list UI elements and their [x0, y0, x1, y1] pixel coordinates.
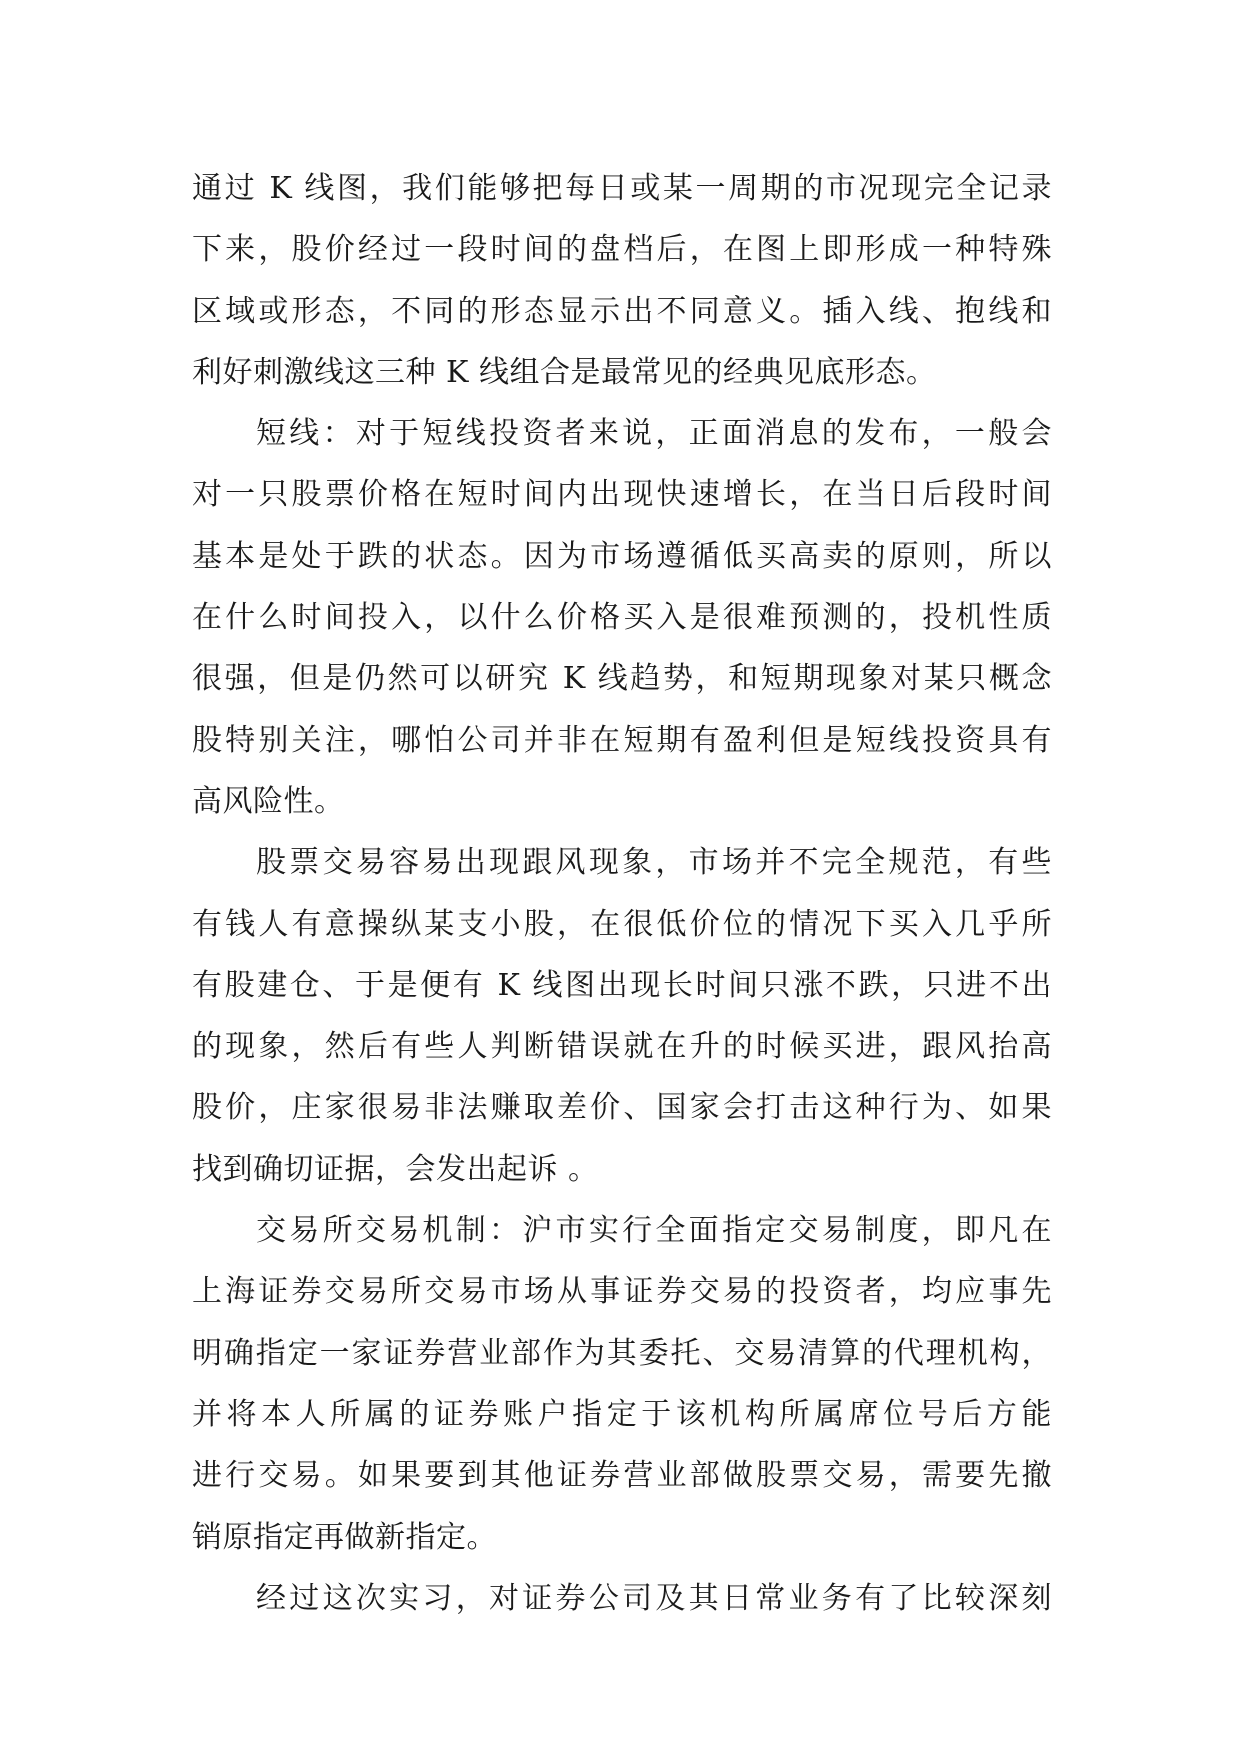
- paragraph-k-line: [192, 158, 1052, 403]
- paragraph-exchange-mechanism: [192, 1200, 1052, 1568]
- text-line: 的现象，然后有些人判断错误就在升的时候买进，跟风抬高: [192, 1029, 1052, 1065]
- paragraph-follow-trend: [192, 832, 1052, 1200]
- document-page: [192, 158, 1052, 1629]
- text-line: 基本是处于跌的状态。因为市场遵循低买高卖的原则，所以: [192, 538, 1052, 574]
- text-line: 上海证券交易所交易市场从事证券交易的投资者，均应事先: [192, 1274, 1052, 1310]
- text-line: 经过这次实习，对证券公司及其日常业务有了比较深刻: [256, 1580, 1052, 1616]
- paragraph-short-term: [192, 403, 1052, 832]
- text-line: 有股建仓、于是便有 K 线图出现长时间只涨不跌，只进不出: [192, 967, 1052, 1003]
- text-line: 下来，股价经过一段时间的盘档后，在图上即形成一种特殊: [192, 232, 1052, 268]
- text-line: 高风险性。: [192, 783, 345, 819]
- text-line: 股价，庄家很易非法赚取差价、国家会打击这种行为、如果: [192, 1090, 1052, 1126]
- text-line: 交易所交易机制：沪市实行全面指定交易制度，即凡在: [256, 1213, 1052, 1249]
- text-line: 股票交易容易出现跟风现象，市场并不完全规范，有些: [256, 845, 1052, 881]
- text-line: 有钱人有意操纵某支小股，在很低价位的情况下买入几乎所: [192, 906, 1052, 942]
- text-line: 在什么时间投入，以什么价格买入是很难预测的，投机性质: [192, 600, 1052, 636]
- text-line: 股特别关注，哪怕公司并非在短期有盈利但是短线投资具有: [192, 722, 1052, 758]
- paragraph-internship-summary: [192, 1568, 1052, 1629]
- text-line: 利好刺激线这三种 K 线组合是最常见的经典见底形态。: [192, 354, 937, 390]
- text-line: 销原指定再做新指定。: [192, 1519, 497, 1555]
- text-line: 通过 K 线图，我们能够把每日或某一周期的市况现完全记录: [192, 171, 1052, 206]
- text-line: 区域或形态，不同的形态显示出不同意义。插入线、抱线和: [192, 293, 1052, 329]
- text-line: 明确指定一家证券营业部作为其委托、交易清算的代理机构，: [192, 1335, 1052, 1371]
- text-line: 短线：对于短线投资者来说，正面消息的发布，一般会: [256, 416, 1052, 452]
- text-line: 进行交易。如果要到其他证券营业部做股票交易，需要先撤: [192, 1458, 1052, 1494]
- text-line: 对一只股票价格在短时间内出现快速增长，在当日后段时间: [192, 477, 1052, 513]
- text-line: 很强，但是仍然可以研究 K 线趋势，和短期现象对某只概念: [192, 661, 1052, 697]
- text-line: 找到确切证据，会发出起诉 。: [192, 1151, 599, 1187]
- text-line: 并将本人所属的证券账户指定于该机构所属席位号后方能: [192, 1396, 1052, 1432]
